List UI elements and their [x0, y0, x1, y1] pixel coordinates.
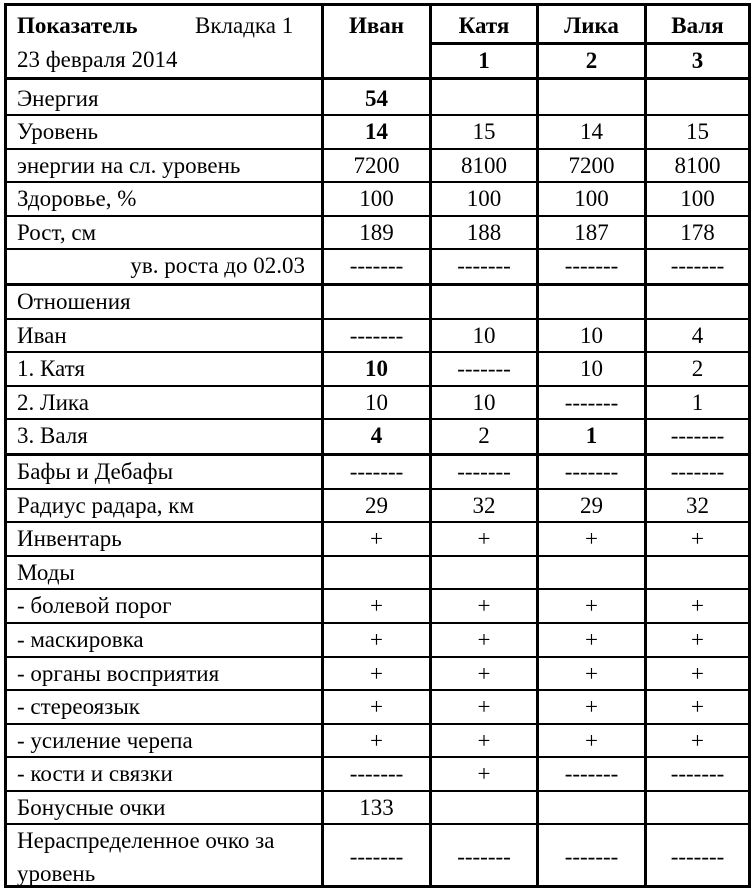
table-row-health: [7, 182, 748, 215]
table-row-relation-ivan: [7, 319, 748, 352]
cell-ivan: +: [370, 525, 383, 551]
column-valya: Валя: [671, 13, 724, 38]
cell-lika: 1: [585, 422, 598, 448]
row-label: ув. роста до 02.03: [130, 252, 305, 278]
section-divider-buffs: [7, 453, 748, 456]
cell-valya: [647, 285, 748, 318]
table-row-unallocated-level-point: [7, 824, 748, 890]
cell-valya: +: [691, 592, 704, 618]
row-divider: [7, 622, 748, 624]
row-label: Радиус радара, км: [17, 492, 195, 518]
row-divider: [7, 521, 748, 523]
cell-ivan: 14: [365, 118, 388, 144]
cell-lika: 100: [574, 185, 609, 211]
cell-valya: 100: [680, 185, 715, 211]
cell-ivan: -------: [349, 458, 404, 484]
cell-ivan: -------: [349, 252, 404, 278]
cell-valya: +: [691, 693, 704, 719]
table-row-mod-perception: [7, 657, 748, 690]
row-label: Нераспределенное очко за уровень: [17, 828, 275, 886]
cell-katya: 15: [472, 118, 496, 144]
row-label: Моды: [17, 559, 75, 585]
cell-katya: +: [477, 760, 491, 786]
cell-katya: +: [477, 693, 491, 719]
row-divider: [7, 723, 748, 725]
cell-lika: -------: [564, 760, 619, 786]
cell-lika: [539, 285, 644, 318]
header-title: Показатель: [17, 12, 138, 38]
cell-katya: 100: [466, 185, 502, 211]
cell-ivan: -------: [349, 322, 404, 348]
cell-valya: [647, 556, 748, 589]
row-label: Рост, см: [17, 219, 97, 245]
header-subdivider: [432, 42, 748, 45]
cell-lika: -------: [564, 389, 619, 415]
cell-lika: 29: [580, 492, 603, 518]
cell-lika: -------: [564, 252, 619, 278]
cell-lika: [539, 791, 644, 824]
row-divider: [7, 248, 748, 250]
column-lika: Лика: [564, 13, 619, 38]
cell-valya: +: [691, 525, 704, 551]
cell-ivan: 100: [359, 185, 394, 211]
cell-lika: 10: [580, 322, 603, 348]
row-label: - стереоязык: [17, 693, 140, 719]
table-row-height-increase: [7, 249, 748, 282]
cell-katya: 10: [472, 389, 496, 415]
column-ivan: Иван: [348, 13, 405, 38]
row-divider: [7, 385, 748, 387]
cell-ivan: -------: [349, 760, 404, 786]
column-katya: Катя: [458, 13, 510, 38]
table-row-mod-bones-ligaments: [7, 757, 748, 790]
cell-lika: +: [585, 525, 598, 551]
cell-ivan: 4: [370, 422, 383, 448]
cell-katya: -------: [457, 252, 511, 278]
cell-valya: 1: [691, 389, 704, 415]
row-divider: [7, 656, 748, 658]
cell-valya: 4: [691, 322, 704, 348]
cell-lika: +: [585, 693, 598, 719]
row-divider: [7, 114, 748, 116]
cell-valya: -------: [670, 252, 725, 278]
cell-katya: 10: [472, 322, 496, 348]
section-divider-relations: [7, 283, 748, 286]
cell-lika: -------: [564, 844, 619, 869]
header-divider: [7, 77, 748, 80]
cell-valya: 8100: [674, 152, 721, 178]
cell-katya: 2: [478, 422, 490, 448]
header-tab: Вкладка 1: [195, 12, 294, 38]
column-katya-number: 1: [478, 47, 490, 73]
cell-valya: -------: [670, 844, 725, 869]
cell-ivan: 10: [365, 389, 388, 415]
row-label: - маскировка: [17, 626, 144, 652]
stats-table: [4, 3, 751, 888]
cell-katya: +: [477, 525, 491, 551]
row-label: Иван: [17, 322, 67, 348]
cell-katya: -------: [457, 355, 511, 381]
cell-lika: +: [585, 660, 598, 686]
column-divider-2: [429, 6, 432, 885]
row-divider: [7, 418, 748, 420]
table-row-relation-lika: [7, 386, 748, 419]
cell-valya: [647, 82, 748, 115]
table-row-bonus-points: [7, 791, 748, 824]
cell-katya: [432, 791, 536, 824]
table-row-mod-camouflage: [7, 623, 748, 656]
cell-ivan: +: [370, 592, 383, 618]
row-divider: [7, 790, 748, 792]
cell-ivan: +: [370, 660, 383, 686]
column-divider-1: [321, 6, 324, 885]
row-label: 2. Лика: [17, 389, 89, 415]
row-label: 3. Валя: [17, 422, 88, 448]
table-row-level: [7, 115, 748, 148]
table-row-relation-valya: [7, 419, 748, 452]
cell-katya: 8100: [461, 152, 507, 178]
row-divider: [7, 351, 748, 353]
cell-katya: [432, 556, 536, 589]
row-divider: [7, 756, 748, 758]
cell-ivan: 54: [365, 85, 388, 111]
cell-lika: [539, 82, 644, 115]
cell-valya: 2: [691, 355, 704, 381]
row-label: Отношения: [17, 288, 131, 314]
cell-valya: +: [691, 660, 704, 686]
cell-lika: 14: [580, 118, 603, 144]
row-label: Уровень: [17, 118, 98, 144]
row-label: Инвентарь: [17, 525, 122, 551]
row-label: энергии на сл. уровень: [17, 152, 241, 178]
table-row-mod-stereo-tongue: [7, 690, 748, 723]
column-lika-number: 2: [585, 47, 598, 73]
cell-ivan: -------: [349, 844, 404, 869]
row-label: Бонусные очки: [17, 794, 166, 820]
cell-lika: +: [585, 592, 598, 618]
header-date: 23 февраля 2014: [17, 46, 178, 72]
cell-katya: [432, 285, 536, 318]
column-divider-4: [644, 6, 647, 885]
cell-katya: +: [477, 727, 491, 753]
cell-ivan: 189: [359, 219, 394, 245]
cell-katya: -------: [457, 458, 511, 484]
table-row-energy: [7, 82, 748, 115]
cell-katya: +: [477, 626, 491, 652]
cell-ivan: 7200: [353, 152, 400, 178]
cell-lika: 7200: [568, 152, 615, 178]
row-divider: [7, 555, 748, 557]
cell-katya: +: [477, 592, 491, 618]
cell-ivan: +: [370, 727, 383, 753]
cell-valya: +: [691, 727, 704, 753]
row-label: 1. Катя: [17, 355, 85, 381]
table-row-mod-skull-boost: [7, 724, 748, 757]
row-label: Здоровье, %: [17, 185, 137, 211]
cell-lika: -------: [564, 458, 619, 484]
cell-valya: -------: [670, 422, 725, 448]
row-divider: [7, 488, 748, 490]
cell-valya: [647, 791, 748, 824]
cell-ivan: [324, 556, 429, 589]
column-valya-number: 3: [691, 47, 704, 73]
table-row-radar-radius: [7, 489, 748, 522]
table-row-mods: [7, 556, 748, 589]
cell-ivan: 133: [359, 794, 394, 820]
row-label: - кости и связки: [17, 760, 173, 786]
row-divider: [7, 823, 748, 825]
cell-lika: +: [585, 626, 598, 652]
row-label: - болевой порог: [17, 592, 172, 618]
cell-lika: +: [585, 727, 598, 753]
cell-valya: -------: [670, 458, 725, 484]
row-divider: [7, 588, 748, 590]
row-divider: [7, 318, 748, 320]
cell-katya: -------: [457, 844, 511, 869]
cell-valya: 178: [680, 219, 715, 245]
table-row-relations: [7, 285, 748, 318]
cell-ivan: 10: [365, 355, 388, 381]
cell-katya: 188: [466, 219, 502, 245]
cell-valya: 15: [686, 118, 709, 144]
table-row-buffs-debuffs: [7, 455, 748, 488]
row-divider: [7, 215, 748, 217]
row-divider: [7, 148, 748, 150]
cell-ivan: +: [370, 693, 383, 719]
table-row-inventory: [7, 522, 748, 555]
cell-valya: -------: [670, 760, 725, 786]
column-divider-3: [536, 6, 539, 885]
cell-valya: +: [691, 626, 704, 652]
row-divider: [7, 181, 748, 183]
row-label: - усиление черепа: [17, 727, 193, 753]
cell-lika: [539, 556, 644, 589]
cell-katya: 32: [472, 492, 496, 518]
row-label: Бафы и Дебафы: [17, 458, 174, 484]
cell-katya: +: [477, 660, 491, 686]
table-row-energy-next-level: [7, 149, 748, 182]
cell-ivan: +: [370, 626, 383, 652]
cell-lika: 10: [580, 355, 603, 381]
row-label: Энергия: [17, 85, 99, 111]
cell-katya: [432, 82, 536, 115]
table-row-relation-katya: [7, 352, 748, 385]
table-row-mod-pain-threshold: [7, 589, 748, 622]
cell-ivan: [324, 285, 429, 318]
row-label: - органы восприятия: [17, 660, 220, 686]
cell-lika: 187: [574, 219, 609, 245]
table-row-height: [7, 216, 748, 249]
cell-valya: 32: [686, 492, 709, 518]
row-divider: [7, 689, 748, 691]
cell-ivan: 29: [365, 492, 388, 518]
